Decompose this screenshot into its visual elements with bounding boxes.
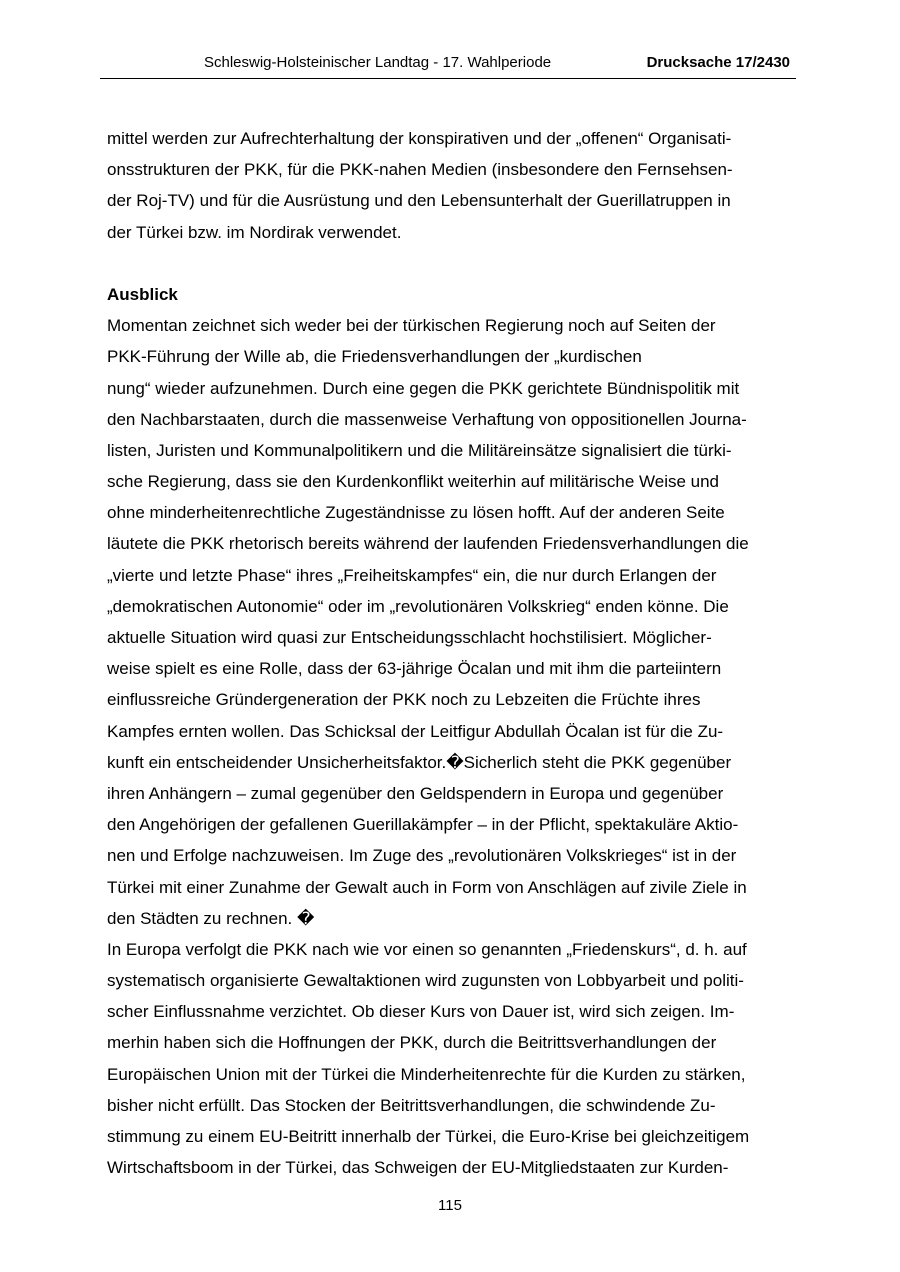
text-line: läutete die PKK rhetorisch bereits während der laufenden Friedensverhandlungen die (107, 534, 749, 554)
text-line: aktuelle Situation wird quasi zur Entscheidungsschlacht hochstilisiert. Möglicher- (107, 628, 712, 647)
header-title: Schleswig-Holsteinischer Landtag - 17. Wahlperiode (204, 54, 552, 71)
text-line: Türkei mit einer Zunahme der Gewalt auch in Form von Anschlägen auf zivile Ziele in (107, 877, 747, 897)
document-number: Drucksache 17/2430 (646, 54, 790, 71)
text-line: kunft ein entscheidender Unsicherheitsfaktor.�Sicherlich steht die PKK gegenüber (107, 752, 732, 772)
section-heading: Ausblick (107, 284, 178, 304)
text-line: der Roj-TV) und für die Ausrüstung und den Lebensunterhalt der Guerillatruppen in (107, 191, 731, 211)
text-line: listen, Juristen und Kommunalpolitikern und die Militäreinsätze signalisiert die türki- (107, 440, 732, 460)
text-line: bisher nicht erfüllt. Das Stocken der Beitrittsverhandlungen, die schwindende Zu- (107, 1095, 716, 1115)
text-line: nen und Erfolge nachzuweisen. Im Zuge des „revolutionären Volkskrieges“ ist in der (107, 846, 737, 866)
text-line: stimmung zu einem EU-Beitritt innerhalb der Türkei, die Euro-Krise bei gleichzeitigem (107, 1127, 750, 1146)
text-line: den Angehörigen der gefallenen Guerillakämpfer – in der Pflicht, spektakuläre Aktio- (107, 815, 739, 835)
text-line: In Europa verfolgt die PKK nach wie vor einen so genannten „Friedenskurs“, d. h. auf (107, 939, 747, 959)
text-line: onsstrukturen der PKK, für die PKK-nahen Medien (insbesondere den Fernsehsen- (107, 160, 733, 180)
text-line: den Städten zu rechnen. � (107, 908, 315, 928)
text-line: der Türkei bzw. im Nordirak verwendet. (107, 222, 402, 242)
text-line: Wirtschaftsboom in der Türkei, das Schweigen der EU-Mitgliedstaaten zur Kurden- (107, 1158, 729, 1178)
page-number: 115 (438, 1197, 462, 1214)
text-line: nung“ wieder aufzunehmen. Durch eine gegen die PKK gerichtete Bündnispolitik mit (107, 378, 740, 398)
text-line: ihren Anhängern – zumal gegenüber den Geldspendern in Europa und gegenüber (107, 783, 724, 803)
text-line: scher Einflussnahme verzichtet. Ob dieser Kurs von Dauer ist, wird sich zeigen. Im- (107, 1002, 735, 1022)
text-line: PKK-Führung der Wille ab, die Friedensverhandlungen der „kurdischen (107, 347, 642, 367)
text-line: Kampfes ernten wollen. Das Schicksal der Leitfigur Abdullah Öcalan ist für die Zu- (107, 721, 724, 741)
text-line: einflussreiche Gründergeneration der PKK noch zu Lebzeiten die Früchte ihres (107, 690, 701, 710)
text-line: „vierte und letzte Phase“ ihres „Freiheitskampfes“ ein, die nur durch Erlangen der (107, 565, 717, 585)
text-line: sche Regierung, dass sie den Kurdenkonflikt weiterhin auf militärische Weise und (107, 472, 720, 492)
text-line: mittel werden zur Aufrechterhaltung der konspirativen und der „offenen“ Organisati- (107, 129, 732, 148)
text-line: systematisch organisierte Gewaltaktionen wird zugunsten von Lobbyarbeit und politi- (107, 971, 744, 991)
text-line: ohne minderheitenrechtliche Zugeständnisse zu lösen hofft. Auf der anderen Seite (107, 503, 725, 523)
paragraph-europe (107, 934, 797, 1184)
text-line: weise spielt es eine Rolle, dass der 63-jährige Öcalan und mit ihm die parteiintern (107, 659, 722, 679)
page-header (100, 52, 796, 79)
text-line: den Nachbarstaaten, durch die massenweise Verhaftung von oppositionellen Journa- (107, 409, 747, 429)
intro-paragraph (107, 123, 797, 248)
body-text (107, 123, 797, 1183)
text-line: Momentan zeichnet sich weder bei der türkischen Regierung noch auf Seiten der (107, 316, 716, 336)
paragraph-outlook (107, 310, 797, 934)
text-line: „demokratischen Autonomie“ oder im „revolutionären Volkskrieg“ enden könne. Die (107, 596, 729, 616)
paragraph-spacer (107, 248, 797, 279)
text-line: Europäischen Union mit der Türkei die Minderheitenrechte für die Kurden zu stärken, (107, 1064, 746, 1084)
text-line: merhin haben sich die Hoffnungen der PKK, durch die Beitrittsverhandlungen der (107, 1033, 717, 1053)
